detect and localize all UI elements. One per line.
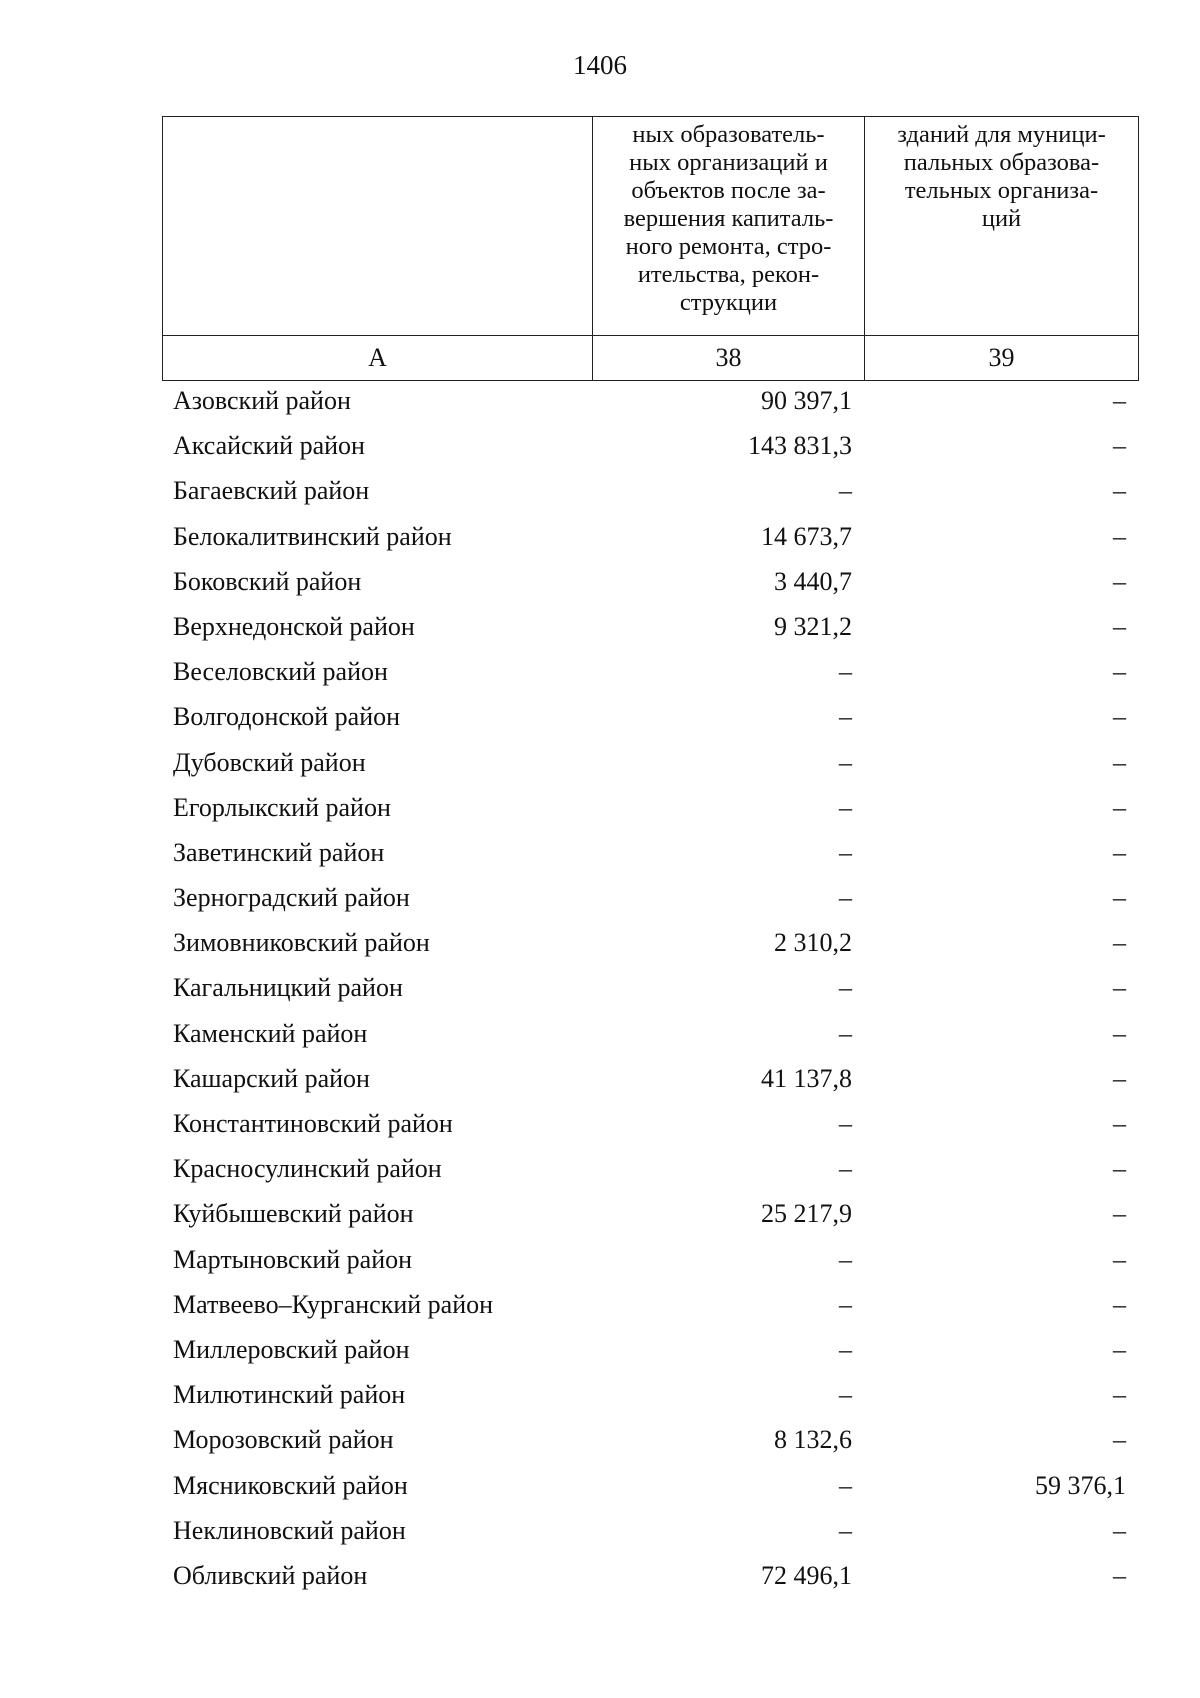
page-number: 1406 [573, 50, 627, 80]
value-col-39: – [1113, 1289, 1126, 1319]
value-col-39: – [1113, 521, 1126, 551]
header-col-38 [593, 117, 865, 336]
value-col-38: 3 440,7 [774, 566, 852, 596]
table-row [162, 514, 1138, 559]
table-row [162, 694, 1138, 739]
table-row [162, 559, 1138, 604]
value-col-38: – [839, 1470, 852, 1500]
district-name: Зерноградский район [173, 883, 410, 913]
value-col-38: 41 137,8 [761, 1063, 852, 1093]
value-col-38: – [839, 702, 852, 732]
value-col-38: – [839, 1244, 852, 1274]
value-col-39: – [1113, 657, 1126, 687]
table-row [162, 423, 1138, 468]
district-name: Мясниковский район [173, 1470, 408, 1500]
column-number-row [163, 336, 1139, 381]
value-col-38: 2 310,2 [774, 928, 852, 958]
district-name: Матвеево–Курганский район [173, 1289, 494, 1319]
value-col-38: – [839, 747, 852, 777]
header-col-38-line: ного ремонта, стро- [625, 233, 832, 260]
district-name: Милютинский район [173, 1380, 406, 1410]
table-row [162, 649, 1138, 694]
district-name: Заветинский район [173, 837, 385, 867]
table-row [162, 1146, 1138, 1191]
header-col-39-line: тельных организа- [904, 177, 1099, 204]
table-row [162, 468, 1138, 513]
column-number-38: 38 [593, 336, 865, 381]
header-col-39-line: зданий для муници- [897, 121, 1106, 148]
table-row [162, 604, 1138, 649]
value-col-38: – [839, 476, 852, 506]
value-col-39: – [1113, 476, 1126, 506]
value-col-38: – [839, 1289, 852, 1319]
value-col-39: – [1113, 702, 1126, 732]
value-col-39: – [1113, 1199, 1126, 1229]
district-name: Белокалитвинский район [173, 521, 452, 551]
table-row [162, 1463, 1138, 1508]
value-col-38: 9 321,2 [774, 611, 852, 641]
district-name: Верхнедонской район [173, 611, 415, 641]
value-col-39: – [1113, 883, 1126, 913]
table-row [162, 830, 1138, 875]
district-name: Боковский район [173, 566, 362, 596]
header-col-39-line: ций [981, 205, 1022, 232]
value-col-39: – [1113, 1244, 1126, 1274]
table-row [162, 1011, 1138, 1056]
value-col-38: – [839, 1334, 852, 1364]
value-col-39: – [1113, 1380, 1126, 1410]
value-col-38: – [839, 1515, 852, 1545]
table-header [162, 116, 1139, 381]
district-name: Волгодонской район [173, 702, 401, 732]
table-body [162, 378, 1138, 1598]
district-name: Аксайский район [173, 431, 365, 461]
value-col-38: – [839, 883, 852, 913]
value-col-38: – [839, 1109, 852, 1138]
value-col-39: – [1113, 1154, 1126, 1184]
district-name: Дубовский район [173, 747, 366, 777]
district-name: Мартыновский район [173, 1244, 413, 1274]
table-row [162, 1191, 1138, 1236]
table-row [162, 1282, 1138, 1327]
district-name: Каменский район [173, 1018, 368, 1048]
value-col-38: 8 132,6 [774, 1425, 852, 1455]
header-row [163, 117, 1139, 336]
district-name: Красносулинский район [173, 1154, 442, 1184]
value-col-39: – [1113, 1334, 1126, 1364]
value-col-38: 90 397,1 [761, 386, 852, 415]
value-col-39: – [1113, 611, 1126, 641]
header-col-39 [865, 117, 1139, 336]
value-col-39: – [1113, 1109, 1126, 1138]
value-col-38: 72 496,1 [761, 1560, 852, 1590]
table-row [162, 875, 1138, 920]
table-row [162, 785, 1138, 830]
value-col-38: 143 831,3 [748, 431, 852, 461]
value-col-38: 25 217,9 [761, 1199, 852, 1229]
district-name: Кагальницкий район [173, 973, 403, 1003]
district-name: Багаевский район [173, 476, 370, 506]
table-row [162, 1056, 1138, 1101]
header-col-38-line: струкции [679, 289, 778, 316]
value-col-39: – [1113, 1425, 1126, 1455]
value-col-39: – [1113, 928, 1126, 958]
value-col-39: – [1113, 973, 1126, 1003]
district-name: Куйбышевский район [173, 1199, 414, 1229]
value-col-39: – [1113, 566, 1126, 596]
district-name: Зимовниковский район [173, 928, 430, 958]
table-row [162, 920, 1138, 965]
district-name: Кашарский район [173, 1063, 370, 1093]
value-col-39: – [1113, 1515, 1126, 1545]
column-number-39: 39 [865, 336, 1139, 381]
header-col-38-line: вершения капиталь- [623, 205, 834, 232]
value-col-39: – [1113, 431, 1126, 461]
value-col-39: – [1113, 792, 1126, 822]
value-col-38: – [839, 1154, 852, 1184]
header-col-38-line: объектов после за- [631, 177, 826, 204]
district-name: Егорлыкский район [173, 792, 391, 822]
district-name: Веселовский район [173, 657, 388, 687]
value-col-39: – [1113, 747, 1126, 777]
table-row [162, 1553, 1138, 1598]
table-row [162, 378, 1138, 423]
table-row [162, 1101, 1138, 1146]
header-col-38-line: ных организаций и [629, 149, 828, 176]
district-name: Миллеровский район [173, 1334, 410, 1364]
header-col-38-line: ных образователь- [632, 121, 825, 148]
value-col-39: 59 376,1 [1035, 1470, 1126, 1500]
value-col-38: – [839, 792, 852, 822]
header-col-a [163, 117, 593, 336]
value-col-39: – [1113, 1018, 1126, 1048]
table-row [162, 1372, 1138, 1417]
district-name: Константиновский район [173, 1109, 453, 1138]
value-col-38: 14 673,7 [761, 521, 852, 551]
district-name: Морозовский район [173, 1425, 394, 1455]
district-name: Азовский район [173, 386, 351, 415]
value-col-38: – [839, 1018, 852, 1048]
table-row [162, 1327, 1138, 1372]
header-col-39-line: пальных образова- [903, 149, 1100, 176]
value-col-38: – [839, 837, 852, 867]
value-col-39: – [1113, 1063, 1126, 1093]
value-col-39: – [1113, 837, 1126, 867]
value-col-39: – [1113, 1560, 1126, 1590]
header-col-38-line: ительства, рекон- [637, 261, 820, 288]
district-name: Обливский район [173, 1560, 368, 1590]
table-row [162, 740, 1138, 785]
value-col-38: – [839, 657, 852, 687]
district-name: Неклиновский район [173, 1515, 406, 1545]
table-row [162, 1508, 1138, 1553]
column-number-a: А [163, 336, 593, 381]
table-row [162, 965, 1138, 1010]
table-row [162, 1417, 1138, 1462]
table-row [162, 1237, 1138, 1282]
value-col-38: – [839, 973, 852, 1003]
value-col-39: – [1113, 386, 1126, 415]
value-col-38: – [839, 1380, 852, 1410]
